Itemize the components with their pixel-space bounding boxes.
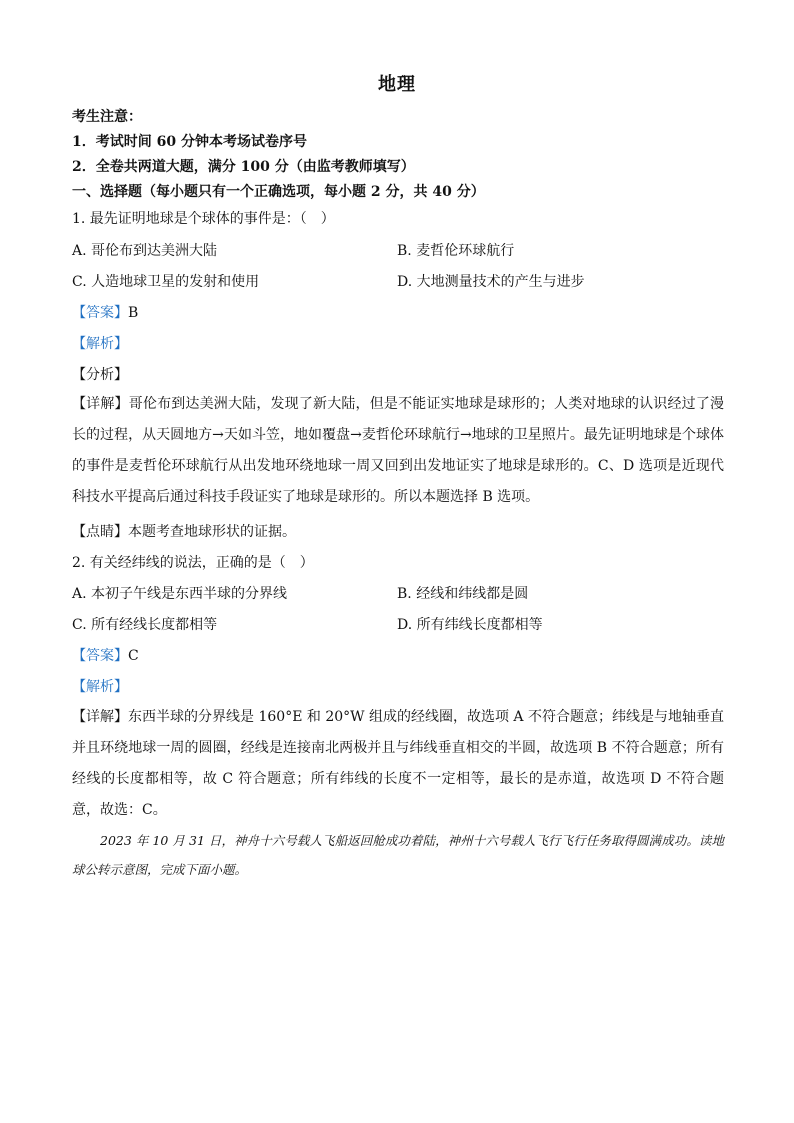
q2-stem: 2. 有关经纬线的说法，正确的是（ ） xyxy=(72,555,314,571)
q2-detail xyxy=(72,702,724,826)
reading-passage: 2023 年 10 月 31 日，神舟十六号载人飞船返回舱成功着陆，神州十六号载人飞行飞行任务取得圆满成功。读地球公转示意图，完成下面小题。 xyxy=(72,833,724,877)
point-text: 本题考查地球形状的证据。 xyxy=(128,524,296,540)
notice-item-1: 1．考试时间 60 分钟本考场试卷序号 xyxy=(72,134,307,150)
answer-value: B xyxy=(128,305,139,321)
q1-analysis-tag: 【解析】 xyxy=(72,336,128,352)
q2-option-b: B. 经线和纬线都是圆 xyxy=(397,586,529,602)
q1-fenxi-tag: 【分析】 xyxy=(72,367,128,383)
q1-option-d: D. 大地测量技术的产生与进步 xyxy=(397,274,585,290)
answer-value: C xyxy=(128,648,139,664)
detail-tag: 【详解】 xyxy=(72,396,129,412)
q2-answer xyxy=(72,645,139,665)
q2-analysis-tag: 【解析】 xyxy=(72,679,128,695)
detail-tag: 【详解】 xyxy=(72,709,129,725)
q1-stem: 1. 最先证明地球是个球体的事件是：（ ） xyxy=(72,211,335,227)
notice-heading: 考生注意： xyxy=(72,109,142,125)
detail-text: 东西半球的分界线是 160°E 和 20°W 组成的经线圈，故选项 A 不符合题意；纬线是与地轴垂直并且环绕地球一周的圆圈，经线是连接南北两极并且与纬线垂直相交的半圆，故选项 B 不符合题意；所有经线的长度都相等，故 C 符合题意；所有纬线的长度不一定相等，最长的是赤道，故选项 D 不符合题意，故选：C。 xyxy=(72,709,724,818)
q1-detail xyxy=(72,389,724,513)
q1-option-b: B. 麦哲伦环球航行 xyxy=(397,243,515,259)
notice-item-2: 2．全卷共两道大题，满分 100 分（由监考教师填写） xyxy=(72,159,415,175)
point-tag: 【点睛】 xyxy=(72,524,128,540)
answer-tag: 【答案】 xyxy=(72,305,128,321)
q2-option-a: A. 本初子午线是东西半球的分界线 xyxy=(72,586,288,602)
q1-point xyxy=(72,521,296,541)
page-title: 地理 xyxy=(378,74,416,95)
q2-option-d: D. 所有纬线长度都相等 xyxy=(397,617,543,633)
section-heading: 一、选择题（每小题只有一个正确选项，每小题 2 分，共 40 分） xyxy=(72,184,485,200)
detail-text: 哥伦布到达美洲大陆，发现了新大陆，但是不能证实地球是球形的；人类对地球的认识经过了漫长的过程，从天圆地方→天如斗笠，地如覆盘→麦哲伦环球航行→地球的卫星照片。最先证明地球是个球体的事件是麦哲伦环球航行从出发地环绕地球一周又回到出发地证实了地球是球形的。C、D 选项是近现代科技水平提高后通过科技手段证实了地球是球形的。所以本题选择 B 选项。 xyxy=(72,396,725,505)
q1-answer xyxy=(72,302,138,322)
q1-option-c: C. 人造地球卫星的发射和使用 xyxy=(72,274,260,290)
answer-tag: 【答案】 xyxy=(72,648,128,664)
q1-option-a: A. 哥伦布到达美洲大陆 xyxy=(72,243,218,259)
q2-option-c: C. 所有经线长度都相等 xyxy=(72,617,218,633)
